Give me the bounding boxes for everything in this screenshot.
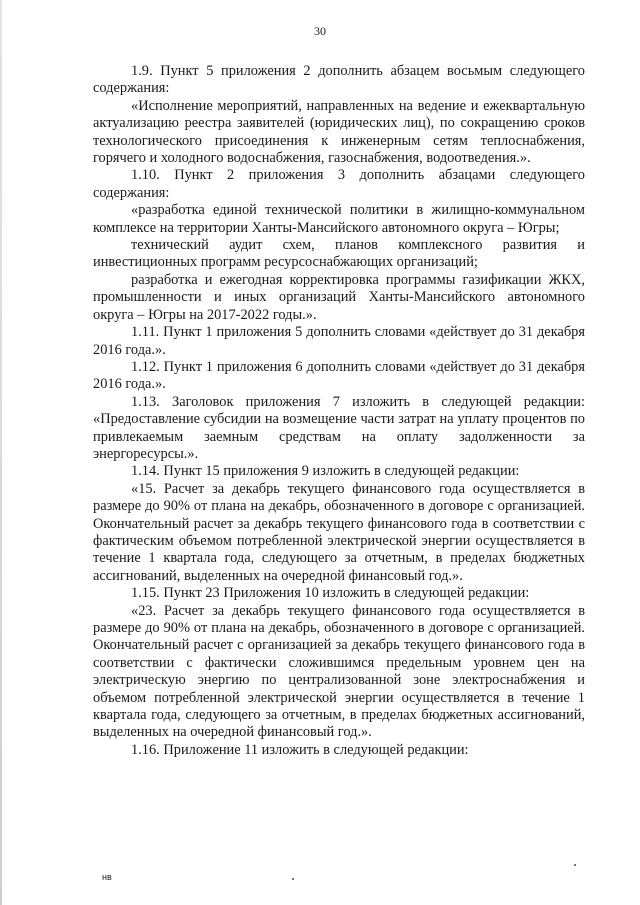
footer-initials: нв [102, 872, 112, 882]
paragraph-1-15-quote: «23. Расчет за декабрь текущего финансового года осуществляется в размере до 90% от плана на декабрь, обозначенного в договоре с организацией. Окончательный расчет с организацией за декабрь текущего финансового года в соответствии с фактически сложившимся предельным уровнем цен на электрическую энергию по централизованной зоне электроснабжения и объемом потребленной электрической энергии осуществляется в течение 1 квартала года, следующего за отчетным, в пределах бюджетных ассигнований, выделенных на очередной финансовый год.». [93, 602, 585, 741]
scan-edge [0, 0, 2, 905]
paragraph-1-9: 1.9. Пункт 5 приложения 2 дополнить абзацем восьмым следующего содержания: [93, 63, 585, 97]
scan-speck [574, 864, 576, 866]
paragraph-1-10: 1.10. Пункт 2 приложения 3 дополнить абзацами следующего содержания: [93, 167, 585, 201]
paragraph-1-10-item-2: технический аудит схем, планов комплексного развития и инвестиционных программ ресурсоснабжающих организаций; [93, 237, 585, 271]
paragraph-1-10-item-1: «разработка единой технической политики в жилищно-коммунальном комплексе на территории Ханты-Мансийского автономного округа – Югры; [93, 202, 585, 236]
paragraph-1-11: 1.11. Пункт 1 приложения 5 дополнить словами «действует до 31 декабря 2016 года.». [93, 324, 585, 358]
paragraph-1-13: 1.13. Заголовок приложения 7 изложить в следующей редакции: «Предоставление субсидии на возмещение части затрат на уплату процентов по привлекаемым заемным средствам на оплату задолженности за энергоресурсы.». [93, 393, 585, 462]
paragraph-1-14: 1.14. Пункт 15 приложения 9 изложить в следующей редакции: [131, 463, 520, 480]
paragraph-1-16: 1.16. Приложение 11 изложить в следующей редакции: [131, 741, 469, 758]
paragraph-1-14-quote: «15. Расчет за декабрь текущего финансового года осуществляется в размере до 90% от плана на декабрь, обозначенного в договоре с организацией. Окончательный расчет за декабрь текущего финансового года в соответствии с фактическим объемом потребленной электрической энергии осуществляется в течение 1 квартала года, следующего за отчетным, в пределах бюджетных ассигнований, выделенных на очередной финансовый год.». [93, 480, 585, 584]
paragraph-1-12: 1.12. Пункт 1 приложения 6 дополнить словами «действует до 31 декабря 2016 года.». [93, 358, 585, 393]
paragraph-1-15: 1.15. Пункт 23 Приложения 10 изложить в следующей редакции: [131, 585, 530, 602]
paragraph-1-10-item-3: разработка и ежегодная корректировка программы газификации ЖКХ, промышленности и иных организаций Ханты-Мансийского автономного округа – Югры на 2017-2022 годы.». [93, 271, 585, 323]
document-body [93, 63, 585, 759]
page-number: 30 [314, 24, 326, 38]
scan-speck [292, 878, 294, 880]
paragraph-1-9-quote: «Исполнение мероприятий, направленных на ведение и ежеквартальную актуализацию реестра заявителей (юридических лиц), по сокращению сроков технологического присоединения к инженерным сетям теплоснабжения, горячего и холодного водоснабжения, газоснабжения, водоотведения.». [93, 97, 585, 167]
